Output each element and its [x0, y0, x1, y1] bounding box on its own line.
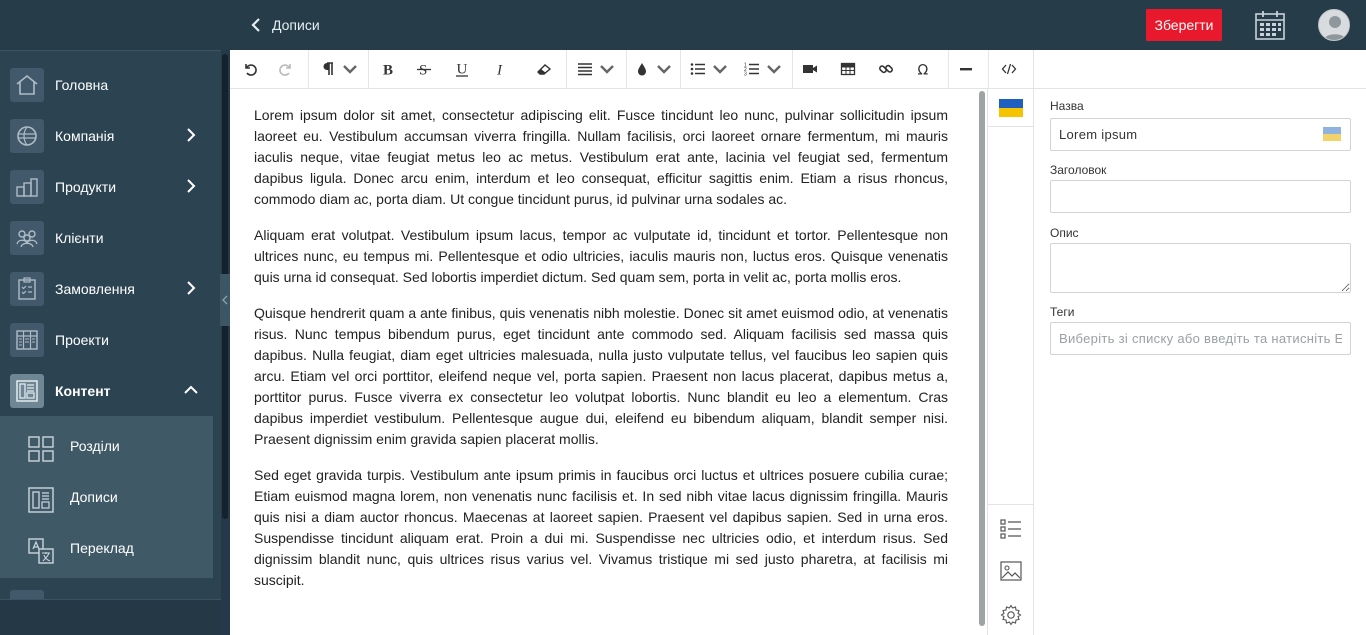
editor-paragraph[interactable]: Sed eget gravida turpis. Vestibulum ante ipsum primis in faucibus orci luctus et ultrices posuere cubilia curae; Etiam euismod magna lorem, non venenatis nunc facilisis et. In sed nibh vitae lacus dignissim fringilla. Mauris quis nisi a diam auctor rhoncus. Maecenas at laoreet sapien. Praesent vel dapibus sapien. Sed in urna eros. Suspendisse tincidunt aliquam erat. Proin a dui mi. Suspendisse nec ultricies odio, et interdum risus. Sed dignissim blandit nunc, quis ultrices risus varius vel. Vivamus tristique mi sed justo pharetra, at facilisis mi suscipit. — [254, 467, 948, 588]
insert-table-button[interactable] — [832, 50, 864, 88]
underline-button[interactable] — [446, 50, 478, 88]
ukraine-flag-icon — [1323, 127, 1341, 141]
title-label: Заголовок — [1050, 163, 1107, 177]
image-icon — [1000, 560, 1022, 582]
align-icon — [577, 61, 593, 77]
toolbar-separator — [626, 50, 627, 88]
redo-button[interactable] — [270, 50, 302, 88]
toolbar-right-filler — [1034, 50, 1366, 89]
sidebar-subitem-label: Переклад — [70, 540, 134, 556]
bullet-list-dropdown[interactable] — [686, 50, 732, 88]
toolbar-separator — [680, 50, 681, 88]
eraser-icon — [536, 61, 552, 77]
clipboard-icon — [10, 272, 44, 306]
image-button[interactable] — [988, 551, 1034, 591]
tags-label: Теги — [1050, 305, 1075, 319]
description-label: Опис — [1050, 226, 1079, 240]
clear-format-button[interactable] — [528, 50, 560, 88]
sidebar-item-label: Замовлення — [55, 280, 135, 297]
chevron-down-icon — [599, 61, 615, 77]
calendar-icon[interactable] — [1254, 9, 1286, 41]
ukraine-flag-icon — [999, 99, 1023, 117]
color-dropdown[interactable] — [632, 50, 674, 88]
back-link[interactable] — [250, 0, 320, 50]
code-view-icon — [1001, 61, 1017, 77]
strikethrough-button[interactable] — [408, 50, 440, 88]
sidebar-top-border — [0, 50, 230, 51]
sidebar-item-projects[interactable] — [0, 314, 213, 365]
posts-layout-icon — [26, 485, 56, 515]
italic-button[interactable] — [484, 50, 516, 88]
editor-paragraph[interactable]: Quisque hendrerit quam a ante finibus, quis venenatis nibh molestie. Donec sit amet euismod odio, at venenatis risus. Nunc tempus bibendum purus, eget tincidunt ante commodo sed. Aliquam facilisis sed massa quis dapibus. Nulla feugiat, diam eget ultricies malesuada, nulla justo vulputate tellus, vel faucibus leo sapien quis arcu. Etiam vel orci porttitor, eleifend neque vel, porta sapien. Praesent non lacus placerat, dapibus metus a, porttitor purus. Fusce viverra ex consectetur leo volutpat lobortis. Nunc blandit eu leo a elementum. Cras dapibus imperdiet vestibulum. Pellentesque augue dui, eleifend eu bibendum aliquam, blandit semper nisi. Praesent dignissim enim gravida sapien placerat mollis. — [254, 305, 948, 447]
sidebar-item-label: Продукти — [55, 178, 117, 195]
settings-gear-icon — [1000, 604, 1022, 626]
bold-button[interactable] — [372, 50, 404, 88]
list-details-icon — [1000, 518, 1022, 540]
side-divider — [988, 504, 1034, 505]
sidebar-item-label: Головна — [55, 76, 109, 93]
color-drop-icon — [634, 61, 650, 77]
sidebar-item-label: Проекти — [55, 331, 109, 348]
back-link-label: Дописи — [272, 17, 320, 33]
insert-video-button[interactable] — [794, 50, 826, 88]
undo-button[interactable] — [234, 50, 266, 88]
content-layout-icon — [10, 374, 44, 408]
chevron-right-icon — [184, 128, 198, 142]
paragraph-icon — [320, 61, 336, 77]
toolbar-separator — [368, 50, 369, 88]
top-header — [0, 0, 1366, 50]
save-button[interactable]: Зберегти — [1146, 9, 1222, 41]
sidebar-subitem-posts[interactable] — [0, 472, 213, 523]
toolbar-separator — [566, 50, 567, 88]
user-silhouette-icon — [1319, 10, 1350, 41]
redo-icon — [278, 61, 294, 77]
sidebar-item-label: Контент — [55, 382, 111, 399]
editor-paragraph[interactable]: Lorem ipsum dolor sit amet, consectetur adipiscing elit. Fusce tincidunt leo nunc, pulvinar sollicitudin ipsum laoreet eu. Vestibulum accumsan viverra fringilla. Nullam facilisis, orci laoreet ornare fermentum, mi mauris iaculis neque, vitae feugiat metus leo ac metus. Vestibulum erat ante, lacinia vel feugiat sed, fermentum dapibus ligula. Donec arcu enim, interdum et leo consequat, efficitur sagittis enim. Etiam a risus rhoncus, commodo diam ac, porta diam. Ut congue tincidunt purus, id pulvinar urna sodales ac. — [254, 107, 948, 207]
translate-icon — [26, 536, 56, 566]
paragraph-style-dropdown[interactable] — [316, 50, 362, 88]
svg-text:3: 3 — [744, 71, 747, 77]
svg-text:S: S — [419, 62, 428, 77]
toolbar-separator — [948, 50, 949, 88]
sidebar-item-products[interactable] — [0, 161, 213, 212]
chevron-down-icon — [656, 61, 672, 77]
sidebar-subitem-label: Дописи — [70, 489, 118, 505]
sidebar-item-label: Компанія — [55, 127, 115, 144]
grid-panels-icon — [10, 323, 44, 357]
bullet-list-icon — [690, 61, 706, 77]
users-icon — [10, 221, 44, 255]
description-textarea[interactable] — [1050, 243, 1351, 293]
link-icon — [878, 61, 894, 77]
chevron-right-icon — [184, 281, 198, 295]
editor-toolbar — [230, 50, 1034, 89]
side-tools-column — [987, 89, 1034, 635]
chevron-right-icon — [184, 179, 198, 193]
chevron-up-icon — [184, 383, 198, 397]
chevron-down-icon — [766, 61, 782, 77]
bold-icon — [380, 61, 396, 77]
horizontal-rule-button[interactable] — [950, 50, 982, 88]
svg-text:B: B — [383, 62, 394, 77]
user-avatar[interactable] — [1318, 9, 1350, 41]
numbered-list-icon — [744, 61, 760, 77]
align-dropdown[interactable] — [572, 50, 620, 88]
horizontal-rule-icon — [958, 61, 974, 77]
svg-text:Ω: Ω — [917, 62, 929, 77]
insert-link-button[interactable] — [870, 50, 902, 88]
list-details-button[interactable] — [988, 509, 1034, 549]
chevron-down-icon — [342, 61, 358, 77]
toolbar-separator — [792, 50, 793, 88]
name-input[interactable] — [1050, 118, 1351, 151]
content-submenu — [0, 416, 213, 578]
toolbar-separator — [988, 50, 989, 88]
settings-button[interactable] — [988, 595, 1034, 635]
sidebar-item-home[interactable] — [0, 59, 213, 110]
svg-text:1: 1 — [744, 62, 747, 69]
svg-text:2: 2 — [744, 67, 747, 73]
toolbar-separator — [308, 50, 309, 88]
sections-grid-icon — [26, 434, 56, 464]
chevron-down-icon — [712, 61, 728, 77]
numbered-list-dropdown[interactable] — [740, 50, 786, 88]
editor-paragraph[interactable]: Aliquam erat volutpat. Vestibulum ipsum lacus, tempor ac vulputate id, tincidunt et tortor. Pellentesque non ultrices nunc, eu tempus mi. Pellentesque et odio ultricies, iaculis mauris non, luctus eros. Quisque venenatis quis urna id consequat. Sed lobortis imperdiet dictum. Sed quam sem, porta in velit ac, porta mollis eros. — [254, 227, 948, 285]
chevron-left-icon — [250, 18, 262, 32]
chevron-left-icon — [222, 295, 228, 305]
code-view-button[interactable] — [992, 50, 1026, 88]
content-editor[interactable] — [230, 89, 978, 635]
strikethrough-icon — [416, 61, 432, 77]
svg-text:I: I — [497, 62, 502, 77]
boxes-icon — [10, 170, 44, 204]
sidebar-subitem-label: Розділи — [70, 438, 120, 454]
italic-icon — [492, 61, 508, 77]
undo-icon — [242, 61, 258, 77]
sidebar-item-company[interactable] — [0, 110, 213, 161]
title-input[interactable] — [1050, 180, 1351, 213]
tags-input[interactable] — [1050, 322, 1351, 355]
name-label: Назва — [1050, 99, 1084, 113]
sidebar-item-orders[interactable] — [0, 263, 213, 314]
special-char-button[interactable] — [908, 50, 940, 88]
omega-icon — [916, 61, 932, 77]
editor-scrollbar-thumb[interactable] — [979, 91, 985, 626]
globe-icon — [10, 119, 44, 153]
sidebar-subitem-sections[interactable] — [0, 421, 213, 472]
sidebar-item-label: Клієнти — [55, 229, 104, 246]
video-icon — [802, 61, 818, 77]
sidebar-subitem-translation[interactable] — [0, 523, 213, 574]
sidebar-item-clients[interactable] — [0, 212, 213, 263]
svg-text:U: U — [456, 61, 468, 77]
sidebar-collapse-handle[interactable] — [220, 274, 230, 326]
table-icon — [840, 61, 856, 77]
sidebar — [0, 50, 230, 635]
underline-icon — [454, 61, 470, 77]
home-icon — [10, 68, 44, 102]
sidebar-item-content[interactable] — [0, 365, 213, 416]
language-tab[interactable] — [988, 89, 1034, 127]
sidebar-footer — [0, 599, 230, 635]
